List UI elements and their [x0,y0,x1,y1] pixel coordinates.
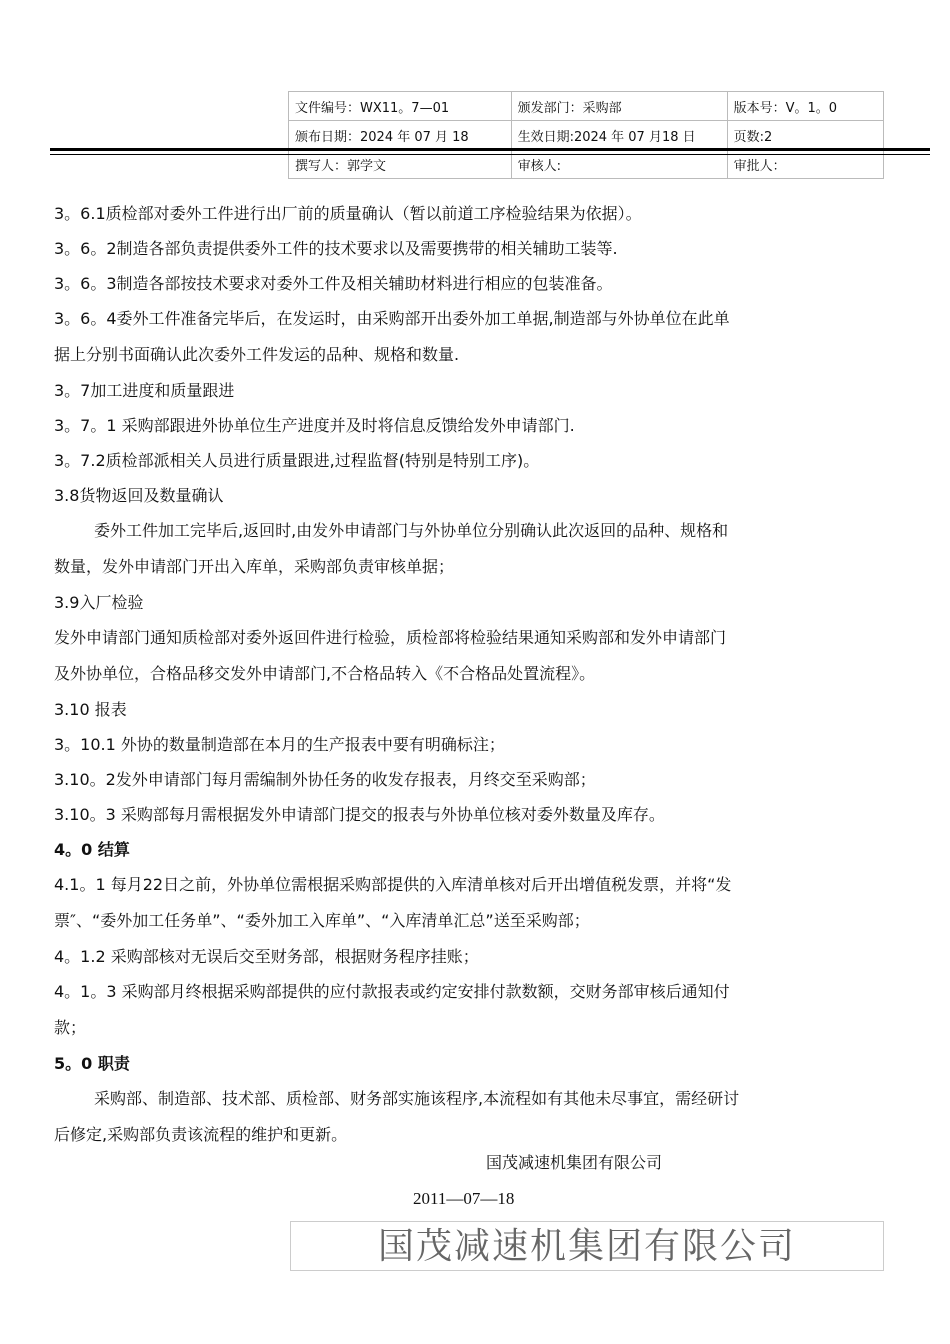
reviewer-cell: 审核人: [511,150,727,179]
signature-date: 2011—07—18 [413,1189,515,1208]
paragraph-line: 3。6。3制造各部按技术要求对委外工件及相关辅助材料进行相应的包装准备。 [54,274,613,293]
issuing-dept-cell: 颁发部门：采购部 [511,92,727,121]
paragraph-line: 采购部、制造部、技术部、质检部、财务部实施该程序,本流程如有其他未尽事宜，需经研讨 [94,1089,740,1108]
paragraph-line: 据上分别书面确认此次委外工件发运的品种、规格和数量. [54,345,460,364]
paragraph-line: 4.1。1 每月22日之前，外协单位需根据采购部提供的入库清单核对后开出增值税发票，并将“发 [54,875,732,894]
doc-number-cell: 文件编号：WX11。7—01 [289,92,512,121]
effective-date-cell: 生效日期:2024 年 07 月18 日 [511,121,727,150]
paragraph-line: 3.10。2发外申请部门每月需编制外协任务的收发存报表，月终交至采购部； [54,770,596,789]
header-rule-thin [50,154,930,155]
paragraph-line: 3。7.2质检部派相关人员进行质量跟进,过程监督(特别是特别工序)。 [54,451,540,470]
paragraph-line: 3。6。2制造各部负责提供委外工件的技术要求以及需要携带的相关辅助工装等. [54,239,618,258]
paragraph-line: 票″、“委外加工任务单”、“委外加工入库单”、“入库清单汇总”送至采购部； [54,911,590,930]
issue-date-cell: 颁布日期：2024 年 07 月 18 [289,121,512,150]
paragraph-line: 及外协单位，合格品移交发外申请部门,不合格品转入《不合格品处置流程》。 [54,664,596,683]
header-rule-thick [50,148,930,151]
paragraph-line: 3。10.1 外协的数量制造部在本月的生产报表中要有明确标注； [54,735,505,754]
paragraph-line: 4。1.2 采购部核对无误后交至财务部，根据财务程序挂账； [54,947,479,966]
section-heading-3-10: 3.10 报表 [54,700,127,719]
document-header-table [288,91,884,179]
document-body [54,196,876,1153]
paragraph-line: 后修定,采购部负责该流程的维护和更新。 [54,1125,348,1144]
paragraph-line: 4。1。3 采购部月终根据采购部提供的应付款报表或约定安排付款数额，交财务部审核后通知付 [54,982,730,1001]
paragraph-line: 委外工件加工完毕后,返回时,由发外申请部门与外协单位分别确认此次返回的品种、规格和 [94,521,729,540]
company-signature: 国茂减速机集团有限公司 [486,1153,663,1172]
paragraph-line: 3.10。3 采购部每月需根据发外申请部门提交的报表与外协单位核对委外数量及库存。 [54,805,665,824]
section-heading-3-9: 3.9入厂检验 [54,593,144,612]
approver-cell: 审批人： [727,150,883,179]
author-cell: 撰写人：郭学文 [289,150,512,179]
version-cell: 版本号：V。1。0 [727,92,883,121]
paragraph-line: 款； [54,1018,87,1037]
paragraph-line: 3。7。1 采购部跟进外协单位生产进度并及时将信息反馈给发外申请部门. [54,416,575,435]
paragraph-line: 数量，发外申请部门开出入库单，采购部负责审核单据； [54,557,455,576]
footer-company-logo [290,1221,884,1271]
paragraph-line: 发外申请部门通知质检部对委外返回件进行检验，质检部将检验结果通知采购部和发外申请部门 [54,628,727,647]
section-heading-3-7: 3。7加工进度和质量跟进 [54,381,235,400]
paragraph-line: 3。6.1质检部对委外工件进行出厂前的质量确认（暂以前道工序检验结果为依据）。 [54,204,642,223]
pages-cell: 页数:2 [727,121,883,150]
section-heading-4-0: 4。0 结算 [54,840,130,859]
section-heading-5-0: 5。0 职责 [54,1054,130,1073]
footer-logo-text: 国茂减速机集团有限公司 [377,1226,796,1267]
paragraph-line: 3。6。4委外工件准备完毕后，在发运时，由采购部开出委外加工单据,制造部与外协单位在此单 [54,309,730,328]
section-heading-3-8: 3.8货物返回及数量确认 [54,486,224,505]
